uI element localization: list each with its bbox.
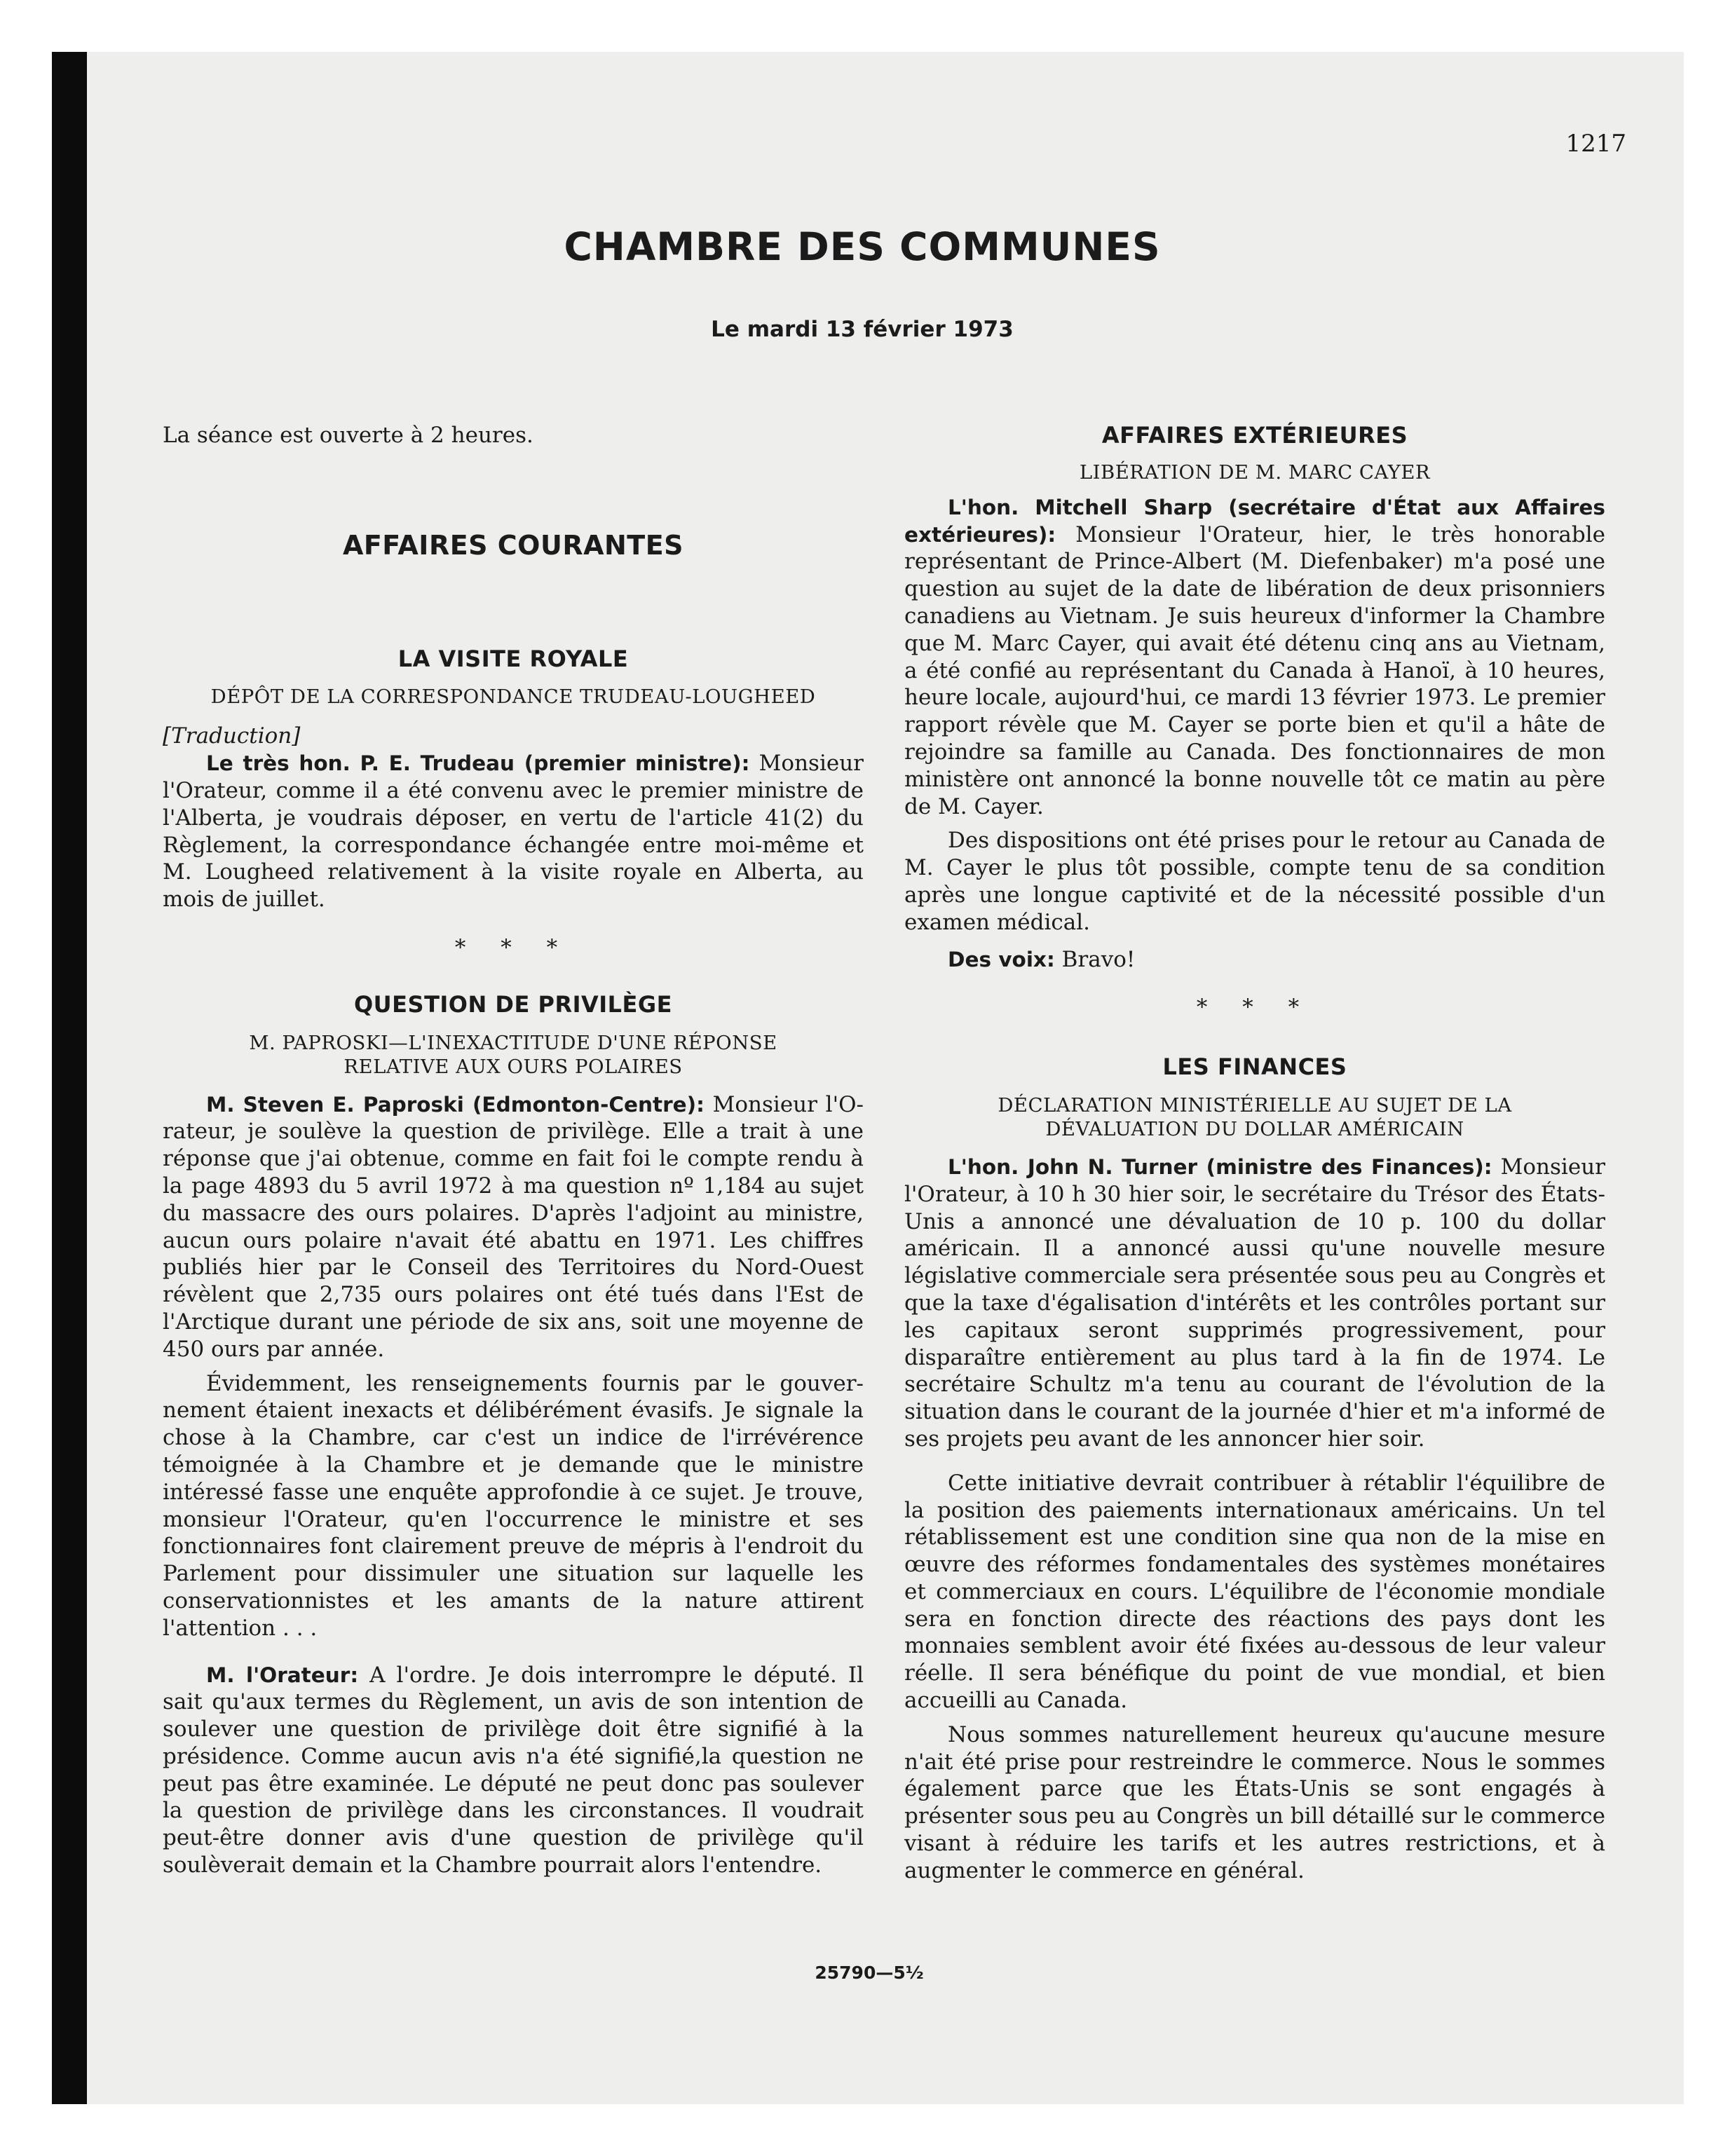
speaker-orateur: M. l'Orateur: — [206, 1663, 359, 1687]
turner-paragraph-3: Nous sommes naturellement heureux qu'aucune mesure n'ait été prise pour restreindre le commerce. Nous le sommes également parce que les États-Unis se sont engagés à présenter sous peu au Congrès un bill détaillé sur le commerce visant à réduire les tarifs et les autres restrictions, et à augmenter le commerce en général. — [904, 1721, 1605, 1883]
subheading-paproski-2: RELATIVE AUX OURS POLAIRES — [343, 1055, 683, 1078]
subheading-declaration-1: DÉCLARATION MINISTÉRIELLE AU SUJET DE LA — [998, 1093, 1512, 1117]
orateur-paragraph — [163, 1662, 864, 1879]
paproski-paragraph-2: Évidemment, les renseignements fournis par le gouvernement étaient inexacts et délibérément évasifs. Je signale la chose à la Chambre, car c'est un indice de l'irrévérence témoignée à la Chambre et je demande que le ministre intéressé fasse une enquête approfondie à ce sujet. Je trouve, monsieur l'Orateur, qu'en l'occurrence le ministre et ses fonctionnaires font clairement preuve de mépris à l'endroit du Parlement pour dissimuler une situation sur laquelle les conservationnistes et les amants de la nature attirent l'attention . . . — [163, 1370, 864, 1641]
speaker-sharp: L'hon. Mitchell Sharp (secrétaire d'État aux Affaires extérieures): — [904, 495, 1605, 547]
subheading-declaration-2: DÉVALUATION DU DOLLAR AMÉRICAIN — [1045, 1117, 1464, 1140]
opening-line: La séance est ouverte à 2 heures. — [163, 423, 533, 448]
page-title: CHAMBRE DES COMMUNES — [564, 224, 1161, 269]
sharp-paragraph-1 — [904, 494, 1605, 821]
heading-visite-royale: LA VISITE ROYALE — [397, 645, 629, 672]
speaker-voix: Des voix: — [948, 947, 1055, 971]
right-column — [904, 422, 1605, 1892]
section-separator: * * * — [1196, 995, 1314, 1021]
heading-affaires-exterieures: AFFAIRES EXTÉRIEURES — [1101, 422, 1408, 449]
speaker-trudeau: Le très hon. P. E. Trudeau (premier ministre): — [206, 751, 750, 776]
left-column — [163, 422, 864, 1886]
traduction-note: [Traduction] — [163, 723, 301, 749]
subheading-liberation-cayer: LIBÉRATION DE M. MARC CAYER — [1079, 460, 1431, 484]
turner-paragraph-1 — [904, 1154, 1605, 1453]
subheading-depot-correspondance: DÉPÔT DE LA CORRESPONDANCE TRUDEAU-LOUGHEED — [210, 685, 816, 709]
footer-code: 25790—5½ — [815, 1963, 924, 1983]
trudeau-paragraph — [163, 750, 864, 913]
subheading-paproski-1: M. PAPROSKI—L'INEXACTITUDE D'UNE RÉPONSE — [249, 1031, 777, 1054]
orateur-text: A l'ordre. Je dois interrompre le député. Il sait qu'aux termes du Règlement, un avis de son intention de soulever une question de privilège doit être signifié à la présidence. Comme aucun avis n'a été signifié,la question ne peut pas être examinée. Le député ne peut donc pas soulever la question de privilège dans les circonstances. Il voudrait peut-être donner avis d'une question de privilège qu'il soulèverait demain et la Chambre pourrait alors l'entendre. — [163, 1662, 864, 1878]
sharp-paragraph-2: Des dispositions ont été prises pour le retour au Canada de M. Cayer le plus tôt possible, compte tenu de sa condition après une longue captivité et de la nécessité possible d'un examen médical. — [904, 828, 1605, 935]
trudeau-text: Monsieur l'Orateur, comme il a été convenu avec le premier ministre de l'Alberta, je voudrais déposer, en vertu de l'article 41(2) du Règlement, la correspondance échangée entre moi-même et M. Lougheed relativement à la visite royale en Alberta, au mois de juillet. — [163, 751, 864, 913]
session-date: Le mardi 13 février 1973 — [711, 317, 1014, 342]
heading-finances: LES FINANCES — [1162, 1053, 1347, 1081]
speaker-paproski: M. Steven E. Paproski (Edmonton-Centre): — [206, 1092, 705, 1117]
page-number: 1217 — [1565, 130, 1626, 158]
turner-text-1: Monsieur l'Orateur, à 10 h 30 hier soir, le secrétaire du Trésor des États-Unis a annoncé une dévaluation de 10 p. 100 du dollar américain. Il a annoncé aussi qu'une nouvelle mesure législative commerciale sera présentée sous peu au Congrès et que la taxe d'égalisation d'intérêts et les contrôles portant sur les capitaux seront supprimés progressivement, pour disparaître entièrement au plus tard à la fin de 1974. Le secrétaire Schultz m'a tenu au courant de l'évolution de la situation dans le courant de la journée d'hier et m'a informé de ses projets peu avant de les annoncer hier soir. — [904, 1154, 1605, 1452]
paproski-text-1: Monsieur l'Orateur, je soulève la question de privilège. Elle a trait à une réponse que j'ai obtenue, comme en fait foi le compte rendu à la page 4893 du 5 avril 1972 à ma question nº 1,184 au sujet du massacre des ours polaires. D'après l'adjoint au ministre, aucun ours polaire n'avait été abattu en 1971. Les chiffres publiés hier par le Conseil des Territoires du Nord-Ouest révèlent que 2,735 ours polaires ont été tués dans l'Est de l'Arctique durant une période de six ans, soit une moyenne de 450 ours par année. — [163, 1091, 864, 1362]
paproski-paragraph-1 — [163, 1091, 864, 1363]
heading-question-privilege: QUESTION DE PRIVILÈGE — [353, 990, 673, 1018]
turner-paragraph-2: Cette initiative devrait contribuer à rétablir l'équilibre de la position des paiements internationaux américains. Un tel rétablissement est une condition sine qua non de la mise en œuvre des réformes fondamentales des systèmes monétaires et commerciaux en cours. L'équilibre de l'économie mondiale sera en fonction directe des réactions des pays dont les monnaies semblent avoir été fixées au-dessous de leur valeur réelle. Il sera bénéfique du point de vue mondial, et bien accueilli au Canada. — [904, 1470, 1605, 1714]
sharp-text-1: Monsieur l'Orateur, hier, le très honorable représentant de Prince-Albert (M. Diefenbaker) m'a posé une question au sujet de la date de libération de deux prisonniers canadiens au Vietnam. Je suis heureux d'informer la Chambre que M. Marc Cayer, qui avait été détenu cinq ans au Vietnam, a été confié au représentant du Canada à Hanoï, à 10 heures, heure locale, aujourd'hui, ce mardi 13 février 1973. Le premier rapport révèle que M. Cayer se porte bien et qu'il a hâte de rejoindre sa famille au Canada. Des fonctionnaires de mon ministère ont annoncé la bonne nouvelle tôt ce matin au père de M. Cayer. — [904, 521, 1605, 819]
voix-text: Bravo! — [1054, 946, 1136, 972]
heading-affaires-courantes: AFFAIRES COURANTES — [342, 529, 684, 561]
speaker-turner: L'hon. John N. Turner (ministre des Finances): — [948, 1154, 1492, 1179]
section-separator: * * * — [454, 934, 572, 960]
voix-paragraph — [904, 946, 1605, 974]
